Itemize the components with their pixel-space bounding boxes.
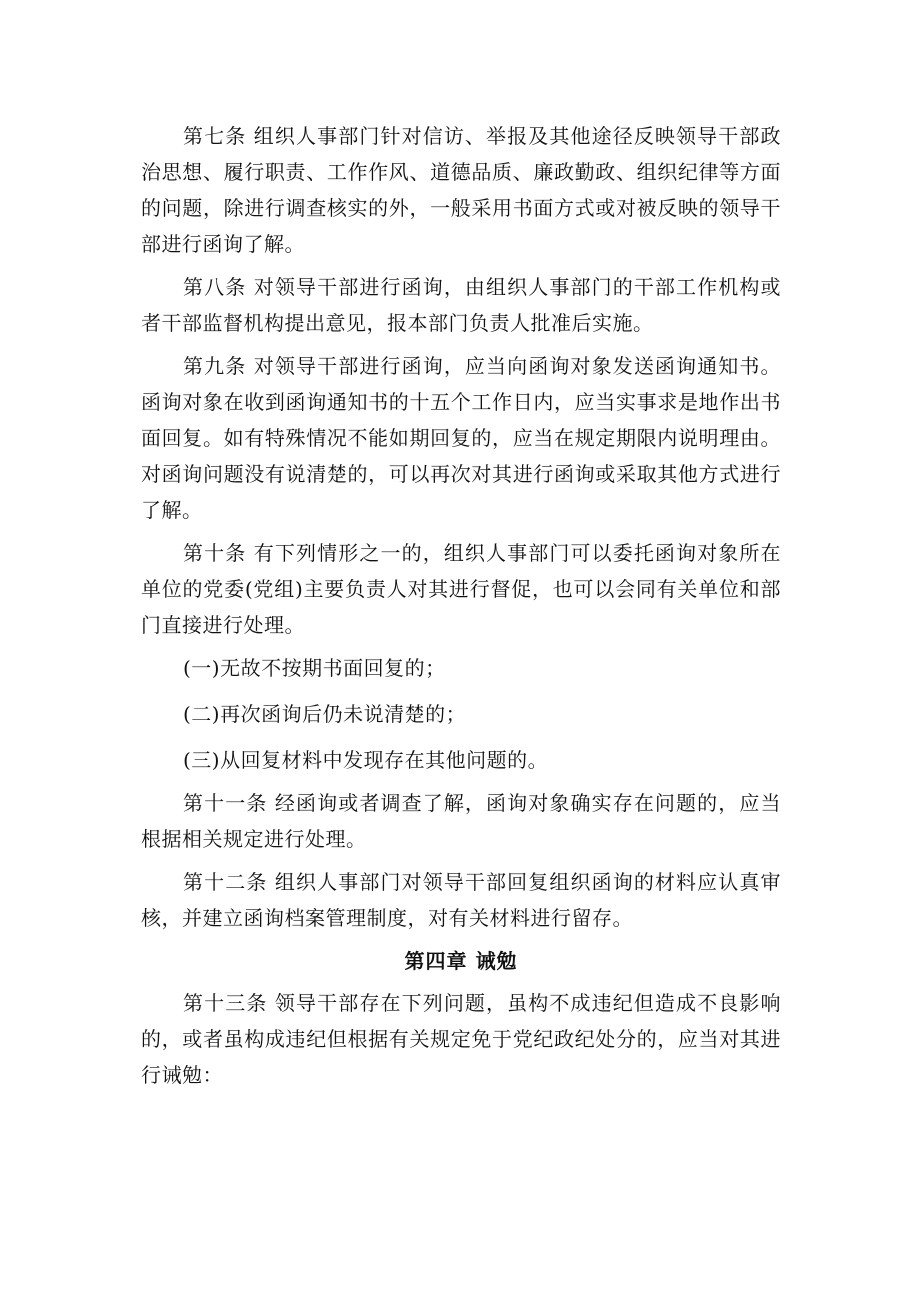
article-10: 第十条 有下列情形之一的，组织人事部门可以委托函询对象所在单位的党委(党组)主要负责人对其进行督促，也可以会同有关单位和部门直接进行处理。: [141, 541, 781, 637]
article-13: 第十三条 领导干部存在下列问题，虽构不成违纪但造成不良影响的，或者虽构成违纪但根据有关规定免于党纪政纪处分的，应当对其进行诫勉：: [141, 991, 781, 1087]
article-10-item-1: (一)无故不按期书面回复的；: [183, 656, 446, 680]
article-9: 第九条 对领导干部进行函询，应当向函询对象发送函询通知书。函询对象在收到函询通知书的十五个工作日内，应当实事求是地作出书面回复。如有特殊情况不能如期回复的，应当在规定期限内说明理由。对函询问题没有说清楚的，可以再次对其进行函询或采取其他方式进行了解。: [141, 354, 781, 522]
article-12: 第十二条 组织人事部门对领导干部回复组织函询的材料应认真审核，并建立函询档案管理制度，对有关材料进行留存。: [141, 870, 781, 930]
article-11: 第十一条 经函询或者调查了解，函询对象确实存在问题的，应当根据相关规定进行处理。: [141, 791, 781, 851]
document-body: [141, 118, 781, 1100]
article-10-item-2: (二)再次函询后仍未说清楚的；: [183, 702, 467, 726]
article-7: 第七条 组织人事部门针对信访、举报及其他途径反映领导干部政治思想、履行职责、工作作风、道德品质、廉政勤政、组织纪律等方面的问题，除进行调查核实的外，一般采用书面方式或对被反映的领导干部进行函询了解。: [141, 124, 781, 256]
article-8: 第八条 对领导干部进行函询，由组织人事部门的干部工作机构或者干部监督机构提出意见，报本部门负责人批准后实施。: [141, 275, 781, 335]
article-10-item-3: (三)从回复材料中发现存在其他问题的。: [183, 748, 549, 772]
chapter-heading: 第四章 诫勉: [404, 949, 518, 973]
